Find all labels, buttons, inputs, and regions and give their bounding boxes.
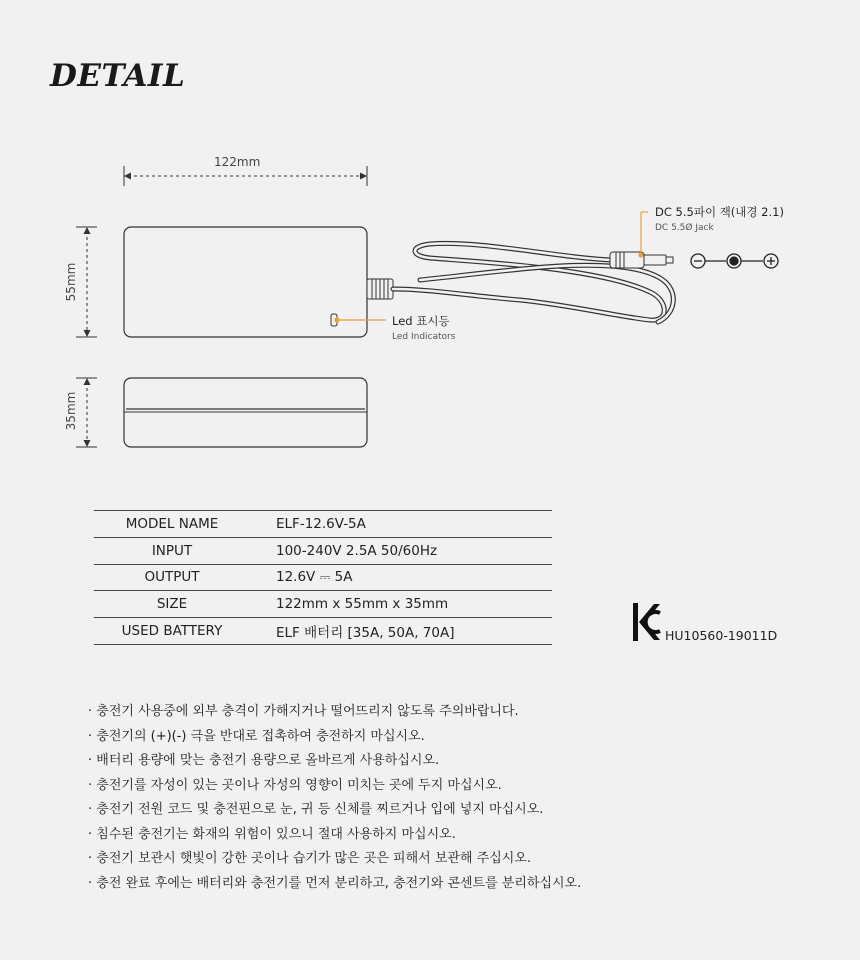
table-row (94, 511, 552, 538)
width-dimension-line (124, 166, 367, 186)
polarity-symbol (691, 254, 778, 268)
jack-callout-line (639, 212, 648, 257)
spec-value: 122mm x 55mm x 35mm (250, 591, 552, 618)
jack-label: DC 5.5파이 잭(내경 2.1) (655, 205, 784, 219)
spec-label: OUTPUT (94, 564, 250, 591)
led-sublabel: Led Indicators (392, 332, 456, 342)
spec-value: ELF-12.6V-5A (250, 511, 552, 538)
list-item: · 충전기를 자성이 있는 곳이나 자성의 영향이 미치는 곳에 두지 마십시오. (88, 777, 502, 793)
spec-table (94, 510, 552, 645)
list-item: · 배터리 용량에 맞는 충전기 용량으로 올바르게 사용하십시오. (88, 753, 440, 768)
led-label: Led 표시등 (392, 314, 450, 328)
list-item: · 충전 완료 후에는 배터리와 충전기를 먼저 분리하고, 충전기와 콘센트를 분리하십시오. (88, 875, 582, 891)
spec-label: MODEL NAME (94, 511, 250, 538)
kc-certification-icon (630, 601, 662, 643)
charger-side-view (124, 378, 367, 447)
cable-strain-relief (367, 279, 393, 299)
page-title: DETAIL (50, 58, 186, 94)
list-item: · 충전기 보관시 햇빛이 강한 곳이나 습기가 많은 곳은 피해서 보관해 주십시오. (88, 851, 532, 866)
table-row (94, 618, 552, 645)
depth-dimension-line (76, 378, 97, 447)
list-item: · 침수된 충전기는 화재의 위험이 있으니 절대 사용하지 마십시오. (88, 826, 456, 842)
list-item: · 충전기의 (+)(-) 극을 반대로 접촉하여 충전하지 마십시오. (88, 728, 425, 744)
width-label: 122mm (214, 155, 261, 169)
led-callout-line (335, 318, 386, 322)
table-row (94, 537, 552, 564)
table-row (94, 564, 552, 591)
height-label: 55mm (64, 262, 78, 302)
spec-label: USED BATTERY (94, 618, 250, 645)
spec-value: ELF 배터리 [35A, 50A, 70A] (250, 618, 552, 645)
list-item: · 충전기 전원 코드 및 충전핀으로 눈, 귀 등 신체를 찌르거나 입에 넣지 마십시오. (88, 802, 544, 817)
height-dimension-line (76, 227, 97, 337)
spec-label: INPUT (94, 537, 250, 564)
table-row (94, 591, 552, 618)
caution-list (88, 700, 581, 896)
jack-sublabel: DC 5.5Ø Jack (655, 223, 714, 233)
depth-label: 35mm (64, 391, 78, 431)
certification-code: HU10560-19011D (665, 628, 778, 643)
spec-label: SIZE (94, 591, 250, 618)
spec-value: 100-240V 2.5A 50/60Hz (250, 537, 552, 564)
list-item: · 충전기 사용중에 외부 충격이 가해지거나 떨어뜨리지 않도록 주의바랍니다. (88, 704, 519, 719)
spec-value: 12.6V ⎓ 5A (250, 564, 552, 591)
